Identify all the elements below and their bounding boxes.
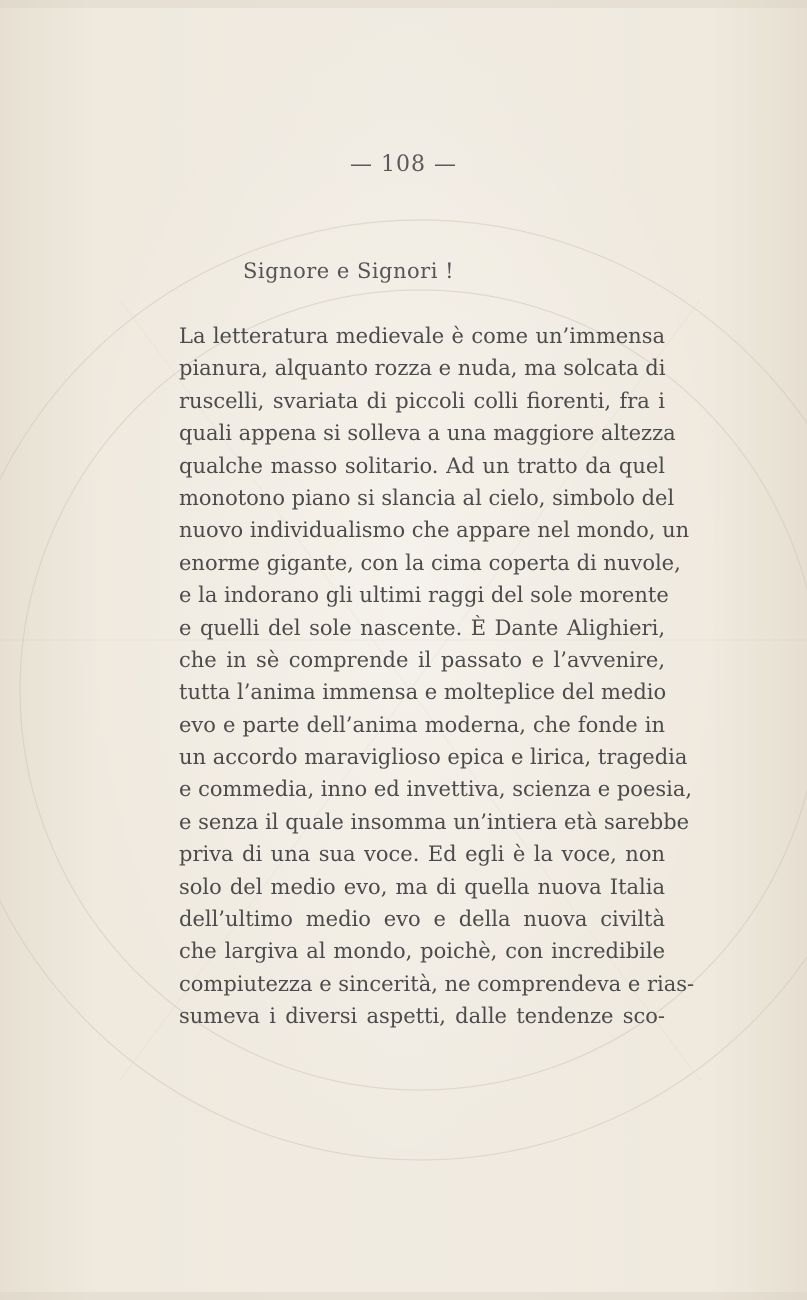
text-line: enorme gigante, con la cima coperta di nuvole, bbox=[179, 550, 681, 575]
text-line: qualche masso solitario. Ad un tratto da quel bbox=[179, 453, 665, 478]
text-line: nuovo individualismo che appare nel mondo, un bbox=[179, 518, 690, 543]
text-line: priva di una sua voce. Ed egli è la voce, non bbox=[179, 842, 665, 867]
text-line: e quelli del sole nascente. È Dante Alighieri, bbox=[179, 615, 665, 640]
text-line: che in sè comprende il passato e l’avvenire, bbox=[179, 647, 665, 672]
text-line: sumeva i diversi aspetti, dalle tendenze sco- bbox=[179, 1004, 665, 1029]
text-line: evo e parte dell’anima moderna, che fonde in bbox=[179, 712, 665, 737]
text-line: quali appena si solleva a una maggiore altezza bbox=[179, 421, 676, 446]
text-line: La letteratura medievale è come un’immensa bbox=[179, 324, 665, 348]
text-line: dell’ultimo medio evo e della nuova civiltà bbox=[179, 907, 665, 932]
text-line: e senza il quale insomma un’intiera età sarebbe bbox=[179, 809, 690, 834]
page-number: — 108 — bbox=[350, 152, 457, 177]
text-line: che largiva al mondo, poichè, con incredibile bbox=[179, 939, 665, 964]
text-line: solo del medio evo, ma di quella nuova Italia bbox=[179, 874, 665, 899]
text-line: monotono piano si slancia al cielo, simbolo del bbox=[179, 485, 675, 510]
text-line: ruscelli, svariata di piccoli colli fiorenti, fra i bbox=[179, 388, 665, 413]
salutation: Signore e Signori ! bbox=[243, 259, 455, 283]
text-line: e commedia, inno ed invettiva, scienza e poesia, bbox=[179, 777, 693, 802]
text-line: un accordo maraviglioso epica e lirica, tragedia bbox=[179, 745, 688, 770]
text-line: pianura, alquanto rozza e nuda, ma solcata di bbox=[179, 356, 666, 381]
text-line: tutta l’anima immensa e molteplice del medio bbox=[179, 680, 667, 705]
text-line: e la indorano gli ultimi raggi del sole morente bbox=[179, 583, 669, 608]
body-paragraph bbox=[179, 320, 695, 1033]
text-line: compiutezza e sincerità, ne comprendeva e rias- bbox=[179, 971, 695, 996]
